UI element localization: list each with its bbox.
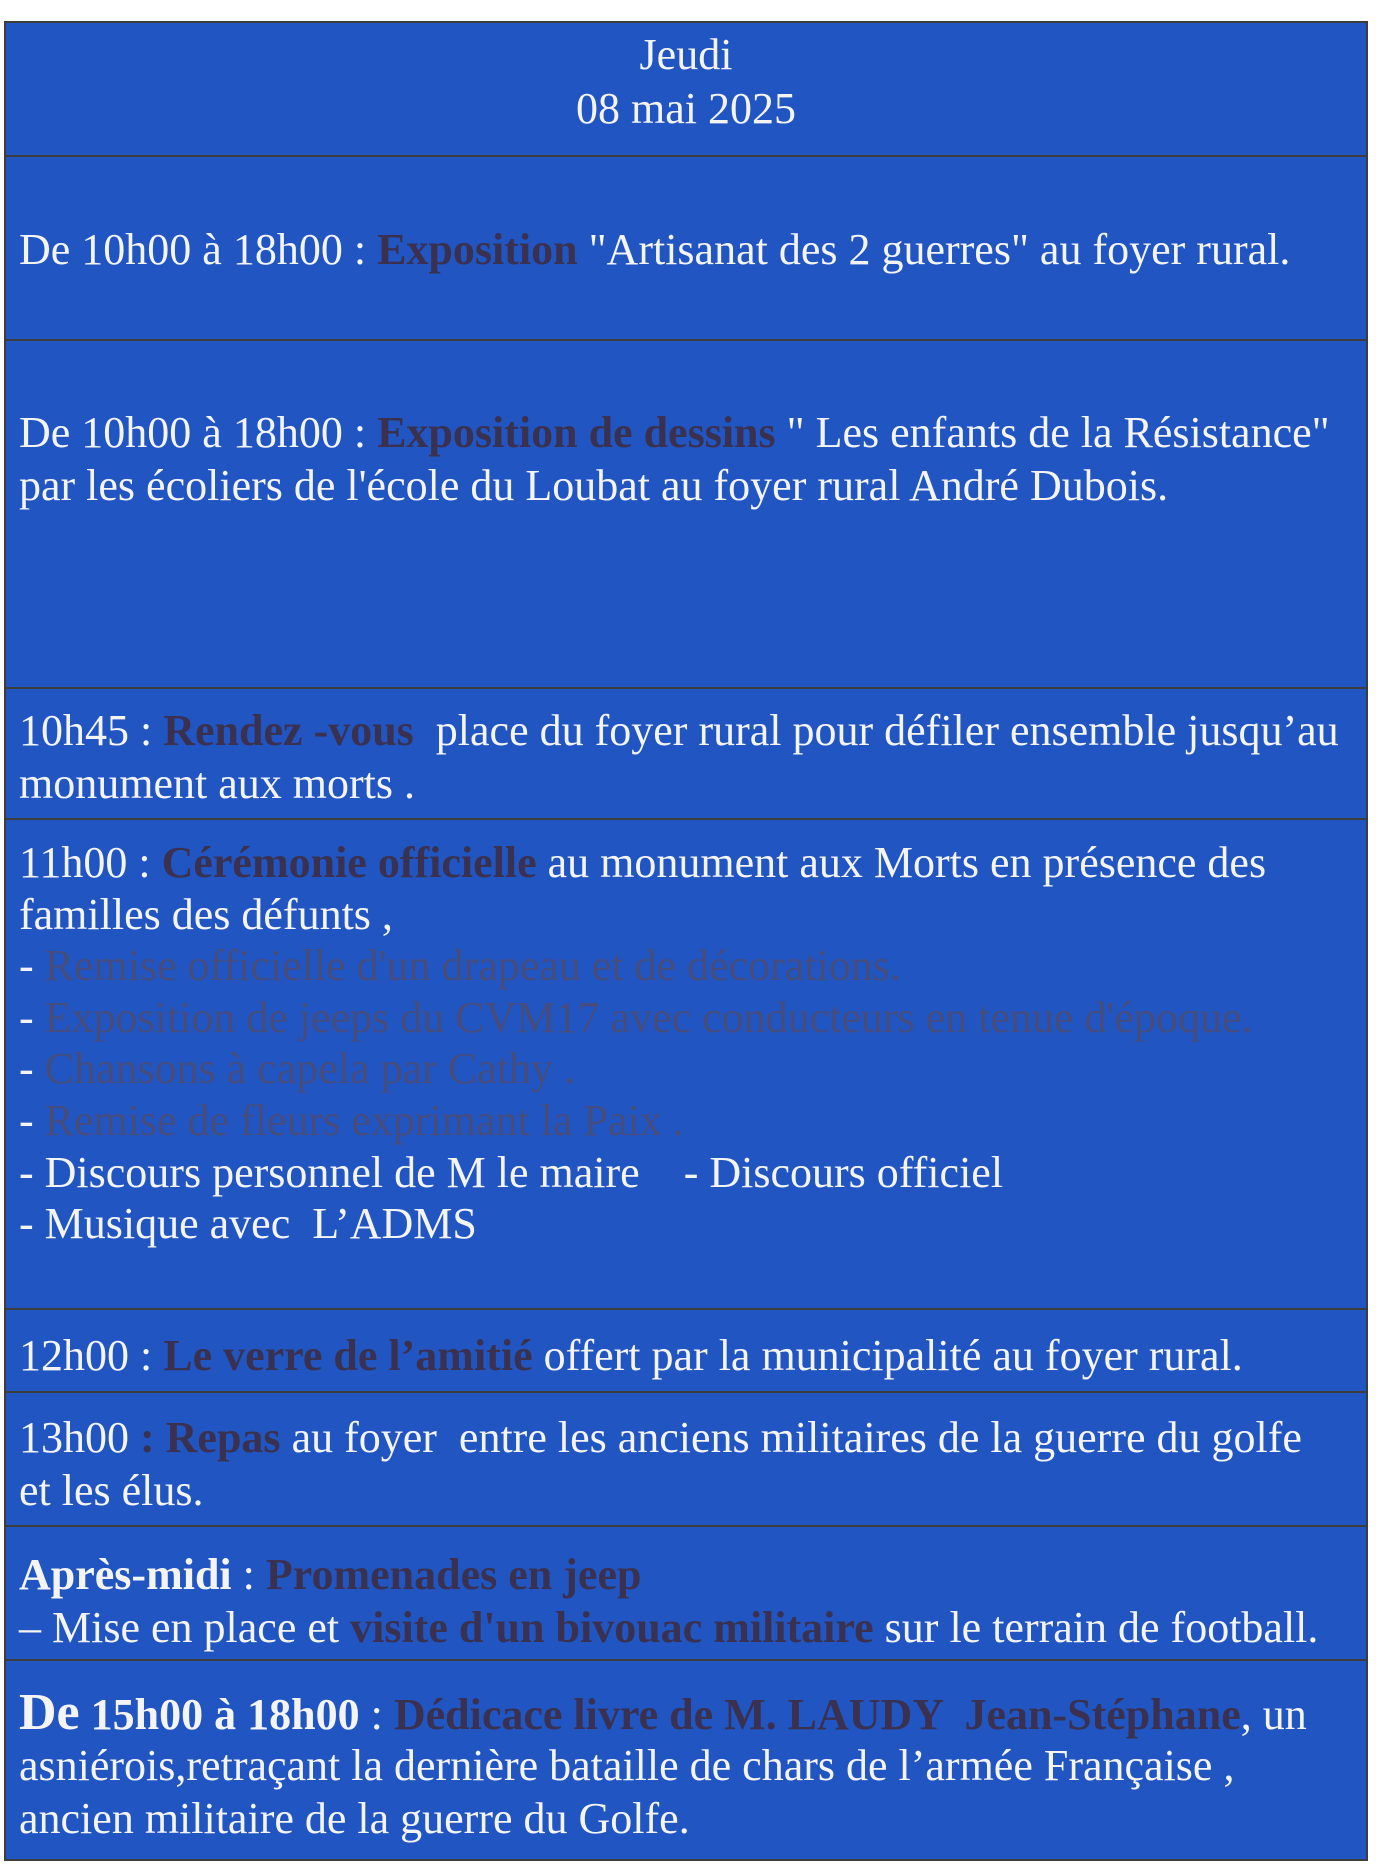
day-label: Jeudi xyxy=(639,30,733,79)
event-time: Après-midi xyxy=(19,1550,232,1599)
program-table xyxy=(4,21,1368,1861)
list-item xyxy=(19,1147,1360,1199)
event-separator: : xyxy=(370,1690,383,1739)
event-detail: asniérois,retraçant la dernière bataille de chars de l’armée Française , xyxy=(19,1741,1235,1790)
discours-officiel: - Discours officiel xyxy=(683,1147,1004,1197)
event-line xyxy=(19,459,1360,512)
list-dash: - xyxy=(19,1095,34,1145)
list-item-text: Remise de fleurs exprimant la Paix . xyxy=(44,1095,684,1145)
event-line xyxy=(19,1792,1360,1845)
event-line xyxy=(19,1548,1360,1601)
event-title: Exposition xyxy=(377,225,578,274)
list-item xyxy=(19,1095,1360,1147)
list-item-text: Exposition de jeeps du CVM17 avec conducteurs en tenue d'époque. xyxy=(44,992,1253,1042)
event-time: De 10h00 à 18h00 : xyxy=(19,408,367,457)
event-title: Dédicace livre de M. LAUDY Jean-Stéphane xyxy=(393,1690,1241,1739)
musique: - Musique avec L’ADMS xyxy=(19,1199,477,1249)
date-label: 08 mai 2025 xyxy=(576,84,796,133)
event-title: Exposition de dessins xyxy=(377,408,776,457)
schedule-row-dedicace xyxy=(6,1661,1366,1859)
list-item xyxy=(19,940,1360,992)
event-line xyxy=(19,1411,1360,1464)
list-item xyxy=(19,992,1360,1044)
list-dash: – xyxy=(19,1603,41,1652)
event-line xyxy=(19,757,1360,810)
event-detail: au monument aux Morts en présence des xyxy=(547,838,1267,887)
event-time: 15h00 à 18h00 xyxy=(90,1690,360,1739)
event-detail: , un xyxy=(1240,1690,1307,1739)
event-title: : Repas xyxy=(140,1413,281,1462)
event-line xyxy=(19,1739,1360,1792)
event-time-prefix: De xyxy=(19,1684,80,1741)
list-dash: - xyxy=(19,941,34,991)
event-line xyxy=(19,1329,1360,1382)
schedule-row-rendez-vous xyxy=(6,689,1366,820)
schedule-row-ceremonie xyxy=(6,820,1366,1310)
event-line xyxy=(19,704,1360,757)
event-title: Le verre de l’amitié xyxy=(163,1331,533,1380)
event-line xyxy=(19,1601,1360,1654)
event-detail: sur le terrain de football. xyxy=(884,1603,1319,1652)
list-item-text: Chansons à capela par Cathy . xyxy=(44,1044,575,1094)
event-line xyxy=(19,889,1360,941)
event-detail: Mise en place et xyxy=(52,1603,340,1652)
schedule-row-exposition-dessins xyxy=(6,341,1366,689)
schedule-row-verre-amitie xyxy=(6,1310,1366,1393)
event-title: Cérémonie officielle xyxy=(161,838,537,887)
event-detail: monument aux morts . xyxy=(19,759,415,808)
event-title: Rendez -vous xyxy=(163,706,414,755)
event-line xyxy=(19,1464,1360,1517)
list-item xyxy=(19,1198,1360,1250)
list-item xyxy=(19,1043,1360,1095)
event-separator: : xyxy=(242,1550,255,1599)
schedule-row-repas xyxy=(6,1393,1366,1527)
event-detail: "Artisanat des 2 guerres" au foyer rural. xyxy=(588,225,1291,274)
date-header xyxy=(6,23,1366,157)
event-detail: ancien militaire de la guerre du Golfe. xyxy=(19,1794,690,1843)
schedule-row-exposition-artisanat xyxy=(6,157,1366,341)
discours-personnel: - Discours personnel de M le maire xyxy=(19,1147,640,1197)
event-line xyxy=(19,1686,1360,1739)
event-detail: familles des défunts , xyxy=(19,889,393,939)
list-item-text: Remise officielle d'un drapeau et de décorations. xyxy=(44,941,901,991)
event-time: De 10h00 à 18h00 : xyxy=(19,225,367,274)
event-detail: " Les enfants de la Résistance" xyxy=(786,408,1330,457)
event-line xyxy=(19,837,1360,889)
schedule-row-apres-midi xyxy=(6,1527,1366,1661)
event-highlight: visite d'un bivouac militaire xyxy=(350,1603,874,1652)
event-detail: par les écoliers de l'école du Loubat au foyer rural André Dubois. xyxy=(19,461,1169,510)
event-title: Promenades en jeep xyxy=(265,1550,642,1599)
event-time: 13h00 xyxy=(19,1413,129,1462)
event-time: 12h00 : xyxy=(19,1331,153,1380)
event-time: 10h45 : xyxy=(19,706,153,755)
event-detail: et les élus. xyxy=(19,1466,204,1515)
event-detail: au foyer entre les anciens militaires de la guerre du golfe xyxy=(291,1413,1302,1462)
list-dash: - xyxy=(19,992,34,1042)
event-detail: offert par la municipalité au foyer rural. xyxy=(543,1331,1243,1380)
event-detail: place du foyer rural pour défiler ensemble jusqu’au xyxy=(424,706,1339,755)
event-line xyxy=(19,223,1360,276)
event-line xyxy=(19,406,1360,459)
list-dash: - xyxy=(19,1044,34,1094)
event-time: 11h00 : xyxy=(19,838,151,887)
